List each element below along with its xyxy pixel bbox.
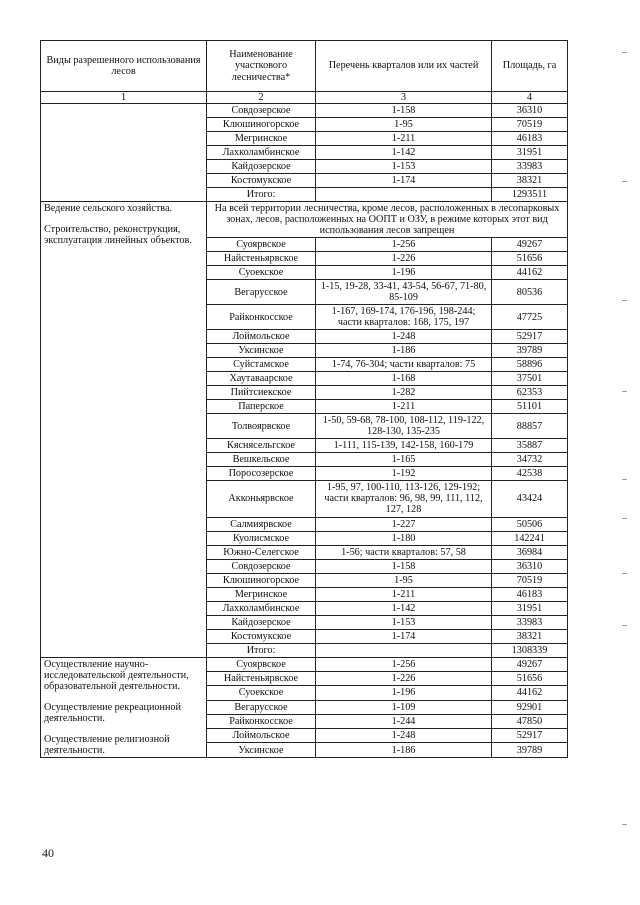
quarters-list: 1-248 <box>316 330 492 344</box>
area-value: 44162 <box>492 686 568 700</box>
quarters-list: 1-196 <box>316 266 492 280</box>
column-number: 2 <box>207 92 316 104</box>
area-value: 42538 <box>492 467 568 481</box>
forestry-name: Мегринское <box>207 587 316 601</box>
note-cell: На всей территории лесничества, кроме лесов, расположенных в лесопарковых зонах, лесов, расположенных на ООПТ и ОЗУ, в режиме которых этот вид использования лесов запрещен <box>207 202 568 238</box>
area-value: 51656 <box>492 671 568 685</box>
forestry-name: Райконкосское <box>207 714 316 728</box>
note-row <box>41 202 568 238</box>
forestry-name: Кайдозерское <box>207 160 316 174</box>
area-value: 36310 <box>492 559 568 573</box>
area-value: 39789 <box>492 344 568 358</box>
quarters-list: 1-95, 97, 100-110, 113-126, 129-192; части кварталов: 96, 98, 99, 111, 112, 127, 128 <box>316 481 492 517</box>
use-type-cell <box>41 657 207 757</box>
quarters-list: 1-192 <box>316 467 492 481</box>
table-row <box>41 657 568 671</box>
forestry-name: Суоярвское <box>207 238 316 252</box>
forestry-name: Лахколамбинское <box>207 601 316 615</box>
quarters-list: 1-248 <box>316 729 492 743</box>
quarters-list: 1-74, 76-304; части кварталов: 75 <box>316 358 492 372</box>
area-value: 44162 <box>492 266 568 280</box>
forestry-name: Костомукское <box>207 629 316 643</box>
area-value: 46183 <box>492 132 568 146</box>
area-value: 31951 <box>492 601 568 615</box>
area-value: 70519 <box>492 573 568 587</box>
forestry-name: Уксинское <box>207 344 316 358</box>
use-type-cell <box>41 202 207 658</box>
total-label: Итого: <box>207 643 316 657</box>
forestry-name: Куолисмское <box>207 531 316 545</box>
area-value: 46183 <box>492 587 568 601</box>
area-value: 52917 <box>492 330 568 344</box>
quarters-list: 1-111, 115-139, 142-158, 160-179 <box>316 439 492 453</box>
area-value: 36984 <box>492 545 568 559</box>
column-number: 1 <box>41 92 207 104</box>
use-type-text: Осуществление научно-исследовательской деятельности, образовательной деятельности. <box>44 658 189 692</box>
area-value: 51656 <box>492 252 568 266</box>
forestry-name: Кайдозерское <box>207 615 316 629</box>
header-use-type: Виды разрешенного использования лесов <box>41 41 207 92</box>
use-type-cell <box>41 104 207 202</box>
column-number: 4 <box>492 92 568 104</box>
area-value: 38321 <box>492 629 568 643</box>
quarters-list: 1-158 <box>316 559 492 573</box>
forestry-name: Кяснясельгское <box>207 439 316 453</box>
quarters-list: 1-226 <box>316 671 492 685</box>
quarters-list: 1-227 <box>316 517 492 531</box>
page-number: 40 <box>42 846 54 860</box>
column-number: 3 <box>316 92 492 104</box>
forestry-name: Мегринское <box>207 132 316 146</box>
quarters-list: 1-256 <box>316 238 492 252</box>
quarters-list: 1-167, 169-174, 176-196, 198-244; части кварталов: 168, 175, 197 <box>316 305 492 330</box>
forestry-name: Суоекское <box>207 266 316 280</box>
quarters-list: 1-95 <box>316 573 492 587</box>
area-value: 58896 <box>492 358 568 372</box>
header-area: Площадь, га <box>492 41 568 92</box>
area-value: 33983 <box>492 615 568 629</box>
forestry-name: Южно-Селегское <box>207 545 316 559</box>
quarters-list: 1-153 <box>316 615 492 629</box>
forestry-name: Вегарусское <box>207 280 316 305</box>
area-value: 51101 <box>492 400 568 414</box>
area-value: 47725 <box>492 305 568 330</box>
use-type-text: Осуществление рекреационной деятельности. <box>44 701 181 724</box>
area-value: 49267 <box>492 657 568 671</box>
total-label: Итого: <box>207 188 316 202</box>
quarters-list: 1-174 <box>316 629 492 643</box>
quarters-list: 1-142 <box>316 601 492 615</box>
quarters-list: 1-165 <box>316 453 492 467</box>
quarters-list: 1-186 <box>316 743 492 757</box>
quarters-list: 1-158 <box>316 104 492 118</box>
quarters-list: 1-168 <box>316 372 492 386</box>
area-value: 38321 <box>492 174 568 188</box>
area-value: 37501 <box>492 372 568 386</box>
forestry-name: Лоймольское <box>207 729 316 743</box>
forestry-name: Суоекское <box>207 686 316 700</box>
forestry-name: Суйстамское <box>207 358 316 372</box>
area-value: 33983 <box>492 160 568 174</box>
forestry-name: Костомукское <box>207 174 316 188</box>
column-number-row <box>41 92 568 104</box>
area-value: 31951 <box>492 146 568 160</box>
area-value: 62353 <box>492 386 568 400</box>
quarters-list: 1-211 <box>316 587 492 601</box>
forestry-name: Толвоярвское <box>207 414 316 439</box>
forestry-name: Лахколамбинское <box>207 146 316 160</box>
quarters-list: 1-186 <box>316 344 492 358</box>
area-value: 70519 <box>492 118 568 132</box>
forestry-name: Пийтсиекское <box>207 386 316 400</box>
forestry-name: Паперское <box>207 400 316 414</box>
quarters-list: 1-211 <box>316 400 492 414</box>
area-value: 35887 <box>492 439 568 453</box>
area-value: 80536 <box>492 280 568 305</box>
area-value: 43424 <box>492 481 568 517</box>
forestry-name: Лоймольское <box>207 330 316 344</box>
header-quarters-list: Перечень кварталов или их частей <box>316 41 492 92</box>
forestry-name: Уксинское <box>207 743 316 757</box>
area-value: 39789 <box>492 743 568 757</box>
forestry-name: Совдозерское <box>207 104 316 118</box>
forestry-name: Найстеньярвское <box>207 252 316 266</box>
use-type-text: Осуществление религиозной деятельности. <box>44 733 170 756</box>
quarters-list: 1-56; части кварталов: 57, 58 <box>316 545 492 559</box>
quarters-list: 1-142 <box>316 146 492 160</box>
forestry-name: Клюшиногорское <box>207 573 316 587</box>
table-row <box>41 104 568 118</box>
total-area: 1293511 <box>492 188 568 202</box>
area-value: 92901 <box>492 700 568 714</box>
forestry-name: Найстеньярвское <box>207 671 316 685</box>
area-value: 47850 <box>492 714 568 728</box>
forestry-name: Суоярвское <box>207 657 316 671</box>
forestry-name: Хаутаваарское <box>207 372 316 386</box>
area-value: 36310 <box>492 104 568 118</box>
area-value: 142241 <box>492 531 568 545</box>
forest-use-table <box>40 40 568 758</box>
quarters-list: 1-153 <box>316 160 492 174</box>
forestry-name: Совдозерское <box>207 559 316 573</box>
forestry-name: Акконьярвское <box>207 481 316 517</box>
quarters-list: 1-15, 19-28, 33-41, 43-54, 56-67, 71-80, 85-109 <box>316 280 492 305</box>
header-forestry-name: Наименование участкового лесничества* <box>207 41 316 92</box>
total-area: 1308339 <box>492 643 568 657</box>
forestry-name: Райконкосское <box>207 305 316 330</box>
quarters-list: 1-211 <box>316 132 492 146</box>
forestry-name: Салмиярвское <box>207 517 316 531</box>
quarters-list: 1-226 <box>316 252 492 266</box>
use-type-text: Ведение сельского хозяйства. <box>44 203 173 215</box>
forestry-name: Вегарусское <box>207 700 316 714</box>
quarters-list: 1-196 <box>316 686 492 700</box>
quarters-list <box>316 643 492 657</box>
header-row <box>41 41 568 92</box>
quarters-list: 1-109 <box>316 700 492 714</box>
quarters-list: 1-256 <box>316 657 492 671</box>
quarters-list: 1-174 <box>316 174 492 188</box>
area-value: 52917 <box>492 729 568 743</box>
quarters-list: 1-180 <box>316 531 492 545</box>
quarters-list <box>316 188 492 202</box>
quarters-list: 1-95 <box>316 118 492 132</box>
use-type-text: Строительство, реконструкция, эксплуатация линейных объектов. <box>44 224 192 247</box>
area-value: 88857 <box>492 414 568 439</box>
quarters-list: 1-282 <box>316 386 492 400</box>
forestry-name: Поросозерское <box>207 467 316 481</box>
area-value: 49267 <box>492 238 568 252</box>
area-value: 34732 <box>492 453 568 467</box>
quarters-list: 1-50, 59-68, 78-100, 108-112, 119-122, 128-130, 135-235 <box>316 414 492 439</box>
forestry-name: Клюшиногорское <box>207 118 316 132</box>
quarters-list: 1-244 <box>316 714 492 728</box>
area-value: 50506 <box>492 517 568 531</box>
forestry-name: Вешкельское <box>207 453 316 467</box>
